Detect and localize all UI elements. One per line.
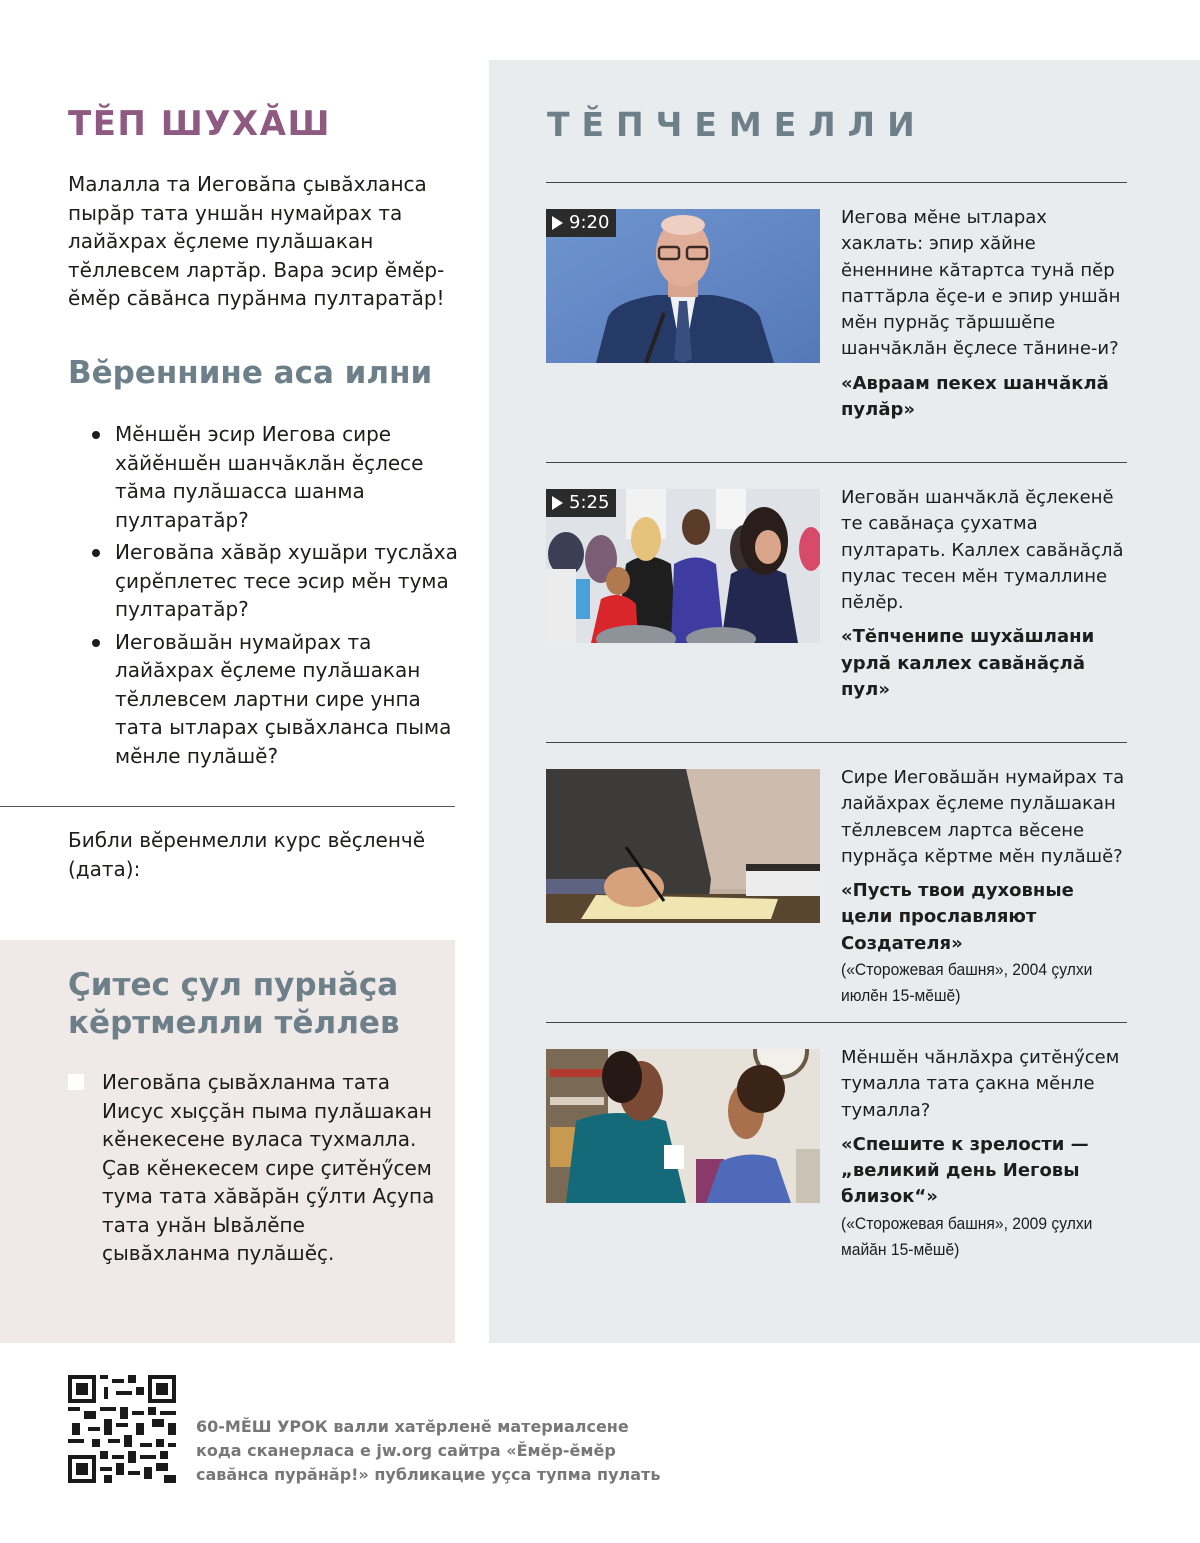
review-item <box>92 628 462 771</box>
source-citation: («Сторожевая башня», 2009 çулхи майăн 15-мĕшĕ) <box>841 1213 1093 1259</box>
question: Мĕншĕн чăнлăхра çитĕнӳсем тумалла тата çакна мĕнле тумалла? <box>841 1047 1120 1121</box>
goal-heading: Çитес çул пурнăça кĕртмелли тĕллев <box>68 967 400 1041</box>
play-icon <box>552 496 563 510</box>
goal-checkbox[interactable] <box>68 1074 84 1090</box>
explore-item-text <box>841 205 1131 423</box>
goal-item <box>68 1068 438 1268</box>
review-list <box>92 420 462 774</box>
bullet-icon <box>92 431 100 439</box>
review-item <box>92 420 462 534</box>
writing-image <box>546 769 820 923</box>
review-heading: Вĕреннине аса илни <box>68 355 433 391</box>
video-duration-badge <box>546 489 616 517</box>
review-item-text: Иеговăшăн нумайрах та лайăхрах ĕçлеме пулăшакан тĕллевсем лартни сире унпа тата ытларах çывăхланса пыма мĕнле пулăшĕ? <box>115 629 452 768</box>
article-link[interactable]: «Спешите к зрелости — „великий день Иеговы близок“» <box>841 1133 1089 1208</box>
explore-heading: ТĔПЧЕМЕЛЛИ <box>547 105 927 144</box>
article-link[interactable]: «Тĕпченипе шухăшлани урлă каллех савăнăçлă пул» <box>841 626 1095 701</box>
article-thumbnail[interactable] <box>546 769 820 923</box>
bullet-icon <box>92 549 100 557</box>
play-icon <box>552 216 563 230</box>
question: Иеговăн шанчăклă ĕçлекенĕ те савăнаçа çухатма пултарать. Каллех савăнăçлă пулас тесен мĕн тумаллине пĕлĕр. <box>841 487 1124 614</box>
bullet-icon <box>92 639 100 647</box>
question: Сире Иеговăшăн нумайрах та лайăхрах ĕçлеме пулăшакан тĕллевсем лартса вĕсене пурнăça кĕртме мĕн пулăшĕ? <box>841 767 1125 867</box>
divider <box>546 742 1127 743</box>
qr-code[interactable] <box>68 1375 176 1483</box>
explore-item-text <box>841 1045 1131 1263</box>
divider <box>546 1022 1127 1023</box>
page-title: ТĔП ШУХĂШ <box>68 104 331 144</box>
video-duration-badge <box>546 209 616 237</box>
video-thumbnail[interactable] <box>546 209 820 363</box>
duration-text: 9:20 <box>569 212 610 233</box>
goal-text: Иеговăпа çывăхланма тата Иисус хыççăн пыма пулăшакан кĕнекесене вуласа тухмалла. Çав кĕнекесем сире çитĕнӳсем тума тата хăвăрăн çӳлти Аçупа тата унăн Ывăлĕпе çывăхланма пулăшĕç. <box>102 1070 435 1265</box>
explore-item-text <box>841 765 1131 1009</box>
duration-text: 5:25 <box>569 492 610 513</box>
video-thumbnail[interactable] <box>546 489 820 643</box>
intro-paragraph: Малалла та Иеговăпа çывăхланса пырăр тата уншăн нумайрах та лайăхрах ĕçлеме пулăшакан тĕллевсем лартăр. Вара эсир ĕмĕр-ĕмĕр сăвăнса пурăнма пултаратăр! <box>68 172 445 310</box>
article-link[interactable]: «Авраам пекех шанчăклă пулăр» <box>841 372 1109 421</box>
divider <box>0 806 455 807</box>
article-link[interactable]: «Пусть твои духовные цели прославляют Создателя» <box>841 880 1074 954</box>
divider <box>546 462 1127 463</box>
completion-date-label: Библи вĕренмелли курс вĕçленчĕ (дата): <box>68 828 426 881</box>
divider <box>546 182 1127 183</box>
review-item-text: Иеговăпа хăвăр хушăри туслăха çирĕплетес тесе эсир мĕн тума пултаратăр? <box>115 540 458 621</box>
footer-note: 60-МĔШ УРОК валли хатĕрленĕ материалсене кода сканерласа е jw.org сайтра «Ĕмĕр-ĕмĕр савăнса пурăнăр!» публикацие уçса тупма пулать <box>196 1417 661 1484</box>
question: Иегова мĕне ытларах хаклать: эпир хăйне ĕненнине кăтартса тунă пĕр паттăрла ĕçе-и е эпир уншăн мĕн пурнăç тăршшĕпе шанчăклăн ĕçлесе тăнине-и? <box>841 207 1121 360</box>
review-item <box>92 538 462 624</box>
article-thumbnail[interactable] <box>546 1049 820 1203</box>
review-item-text: Мĕншĕн эсир Иегова сире хăйĕншĕн шанчăклăн ĕçлесе тăма пулăшасса шанма пултаратăр? <box>115 422 424 532</box>
source-citation: («Сторожевая башня», 2004 çулхи июлĕн 15-мĕшĕ) <box>841 960 1093 1006</box>
explore-item-text <box>841 485 1131 703</box>
nurses-image <box>546 1049 820 1203</box>
